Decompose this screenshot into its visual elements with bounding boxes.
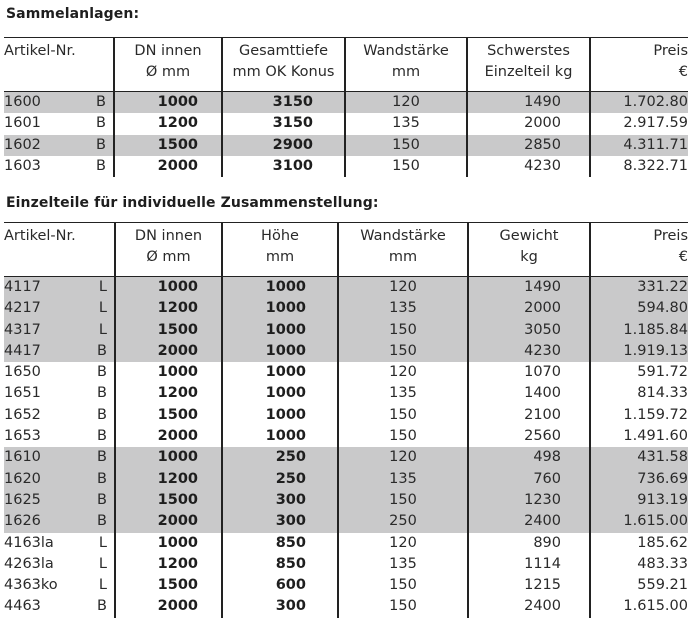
header-wand [338, 223, 468, 276]
column-divider [221, 222, 223, 618]
header-wand [345, 38, 467, 91]
column-divider [114, 222, 116, 618]
cell-preis: 594.80 [637, 300, 688, 317]
cell-wand: 150 [389, 406, 417, 423]
header-c3-unit: mm [265, 249, 295, 265]
cell-c3: 1000 [265, 321, 306, 338]
cell-type: L [98, 321, 107, 338]
table-row [4, 341, 688, 362]
cell-wand: 135 [389, 300, 417, 317]
header-dn-label: DN innen [134, 228, 203, 244]
cell-c3: 1000 [265, 364, 306, 381]
cell-c5: 4230 [524, 342, 561, 359]
table-row [4, 92, 688, 113]
cell-c5: 890 [533, 534, 561, 551]
cell-preis: 2.917.59 [623, 115, 688, 132]
cell-preis: 814.33 [637, 385, 688, 402]
cell-artikel: 4463 [4, 598, 41, 615]
table-row [4, 135, 688, 156]
cell-wand: 120 [389, 364, 417, 381]
cell-c5: 498 [533, 449, 561, 466]
header-c5-unit: kg [520, 249, 538, 265]
header-wand-label: Wandstärke [363, 43, 449, 59]
cell-preis: 591.72 [637, 364, 688, 381]
cell-c3: 3150 [272, 115, 313, 132]
cell-type: L [98, 279, 107, 295]
cell-artikel: 1602 [4, 136, 41, 153]
cell-type: L [98, 300, 107, 317]
cell-artikel: 4263la [4, 555, 54, 572]
cell-type: B [96, 115, 106, 132]
column-divider [589, 37, 591, 177]
cell-artikel: 4217 [4, 300, 41, 317]
cell-dn: 1000 [157, 449, 198, 466]
cell-c5: 1400 [524, 385, 561, 402]
cell-wand: 120 [389, 534, 417, 551]
cell-wand: 135 [389, 555, 417, 572]
cell-preis: 1.702.80 [623, 94, 688, 110]
cell-c5: 760 [533, 470, 561, 487]
header-dn-label: DN innen [134, 43, 202, 59]
cell-wand: 150 [392, 136, 420, 153]
cell-wand: 120 [389, 449, 417, 466]
cell-dn: 2000 [157, 513, 198, 530]
cell-type: B [96, 157, 106, 174]
cell-c5: 1215 [524, 577, 561, 594]
cell-type: B [97, 513, 107, 530]
cell-c3: 3150 [272, 94, 313, 110]
cell-preis: 913.19 [637, 491, 688, 508]
cell-type: B [97, 598, 107, 615]
cell-wand: 135 [389, 470, 417, 487]
cell-dn: 1000 [157, 94, 198, 110]
cell-dn: 1500 [157, 491, 198, 508]
cell-artikel: 1652 [4, 406, 41, 423]
cell-wand: 150 [392, 157, 420, 174]
cell-c3: 600 [275, 577, 306, 594]
cell-preis: 8.322.71 [623, 157, 688, 174]
header-c5 [467, 38, 590, 91]
cell-wand: 150 [389, 577, 417, 594]
cell-c3: 250 [275, 449, 306, 466]
cell-c5: 1230 [524, 491, 561, 508]
cell-dn: 1200 [157, 300, 198, 317]
header-preis-unit: € [678, 64, 688, 80]
header-dn-unit: Ø mm [145, 64, 191, 80]
cell-dn: 1000 [157, 279, 198, 295]
cell-artikel: 4363ko [4, 577, 58, 594]
cell-dn: 1200 [157, 555, 198, 572]
cell-artikel: 4163la [4, 534, 54, 551]
column-divider [113, 37, 115, 177]
table-header [4, 37, 688, 92]
cell-c5: 2000 [524, 115, 561, 132]
header-c3-label: Höhe [261, 228, 299, 244]
cell-dn: 1200 [157, 115, 198, 132]
header-c5-label: Schwerstes [487, 43, 570, 59]
header-wand-label: Wandstärke [360, 228, 446, 244]
cell-wand: 150 [389, 428, 417, 445]
cell-type: B [97, 470, 107, 487]
cell-c5: 2100 [524, 406, 561, 423]
cell-type: B [97, 428, 107, 445]
table-row [4, 113, 688, 134]
cell-artikel: 1601 [4, 115, 41, 132]
cell-c3: 1000 [265, 342, 306, 359]
header-artikel-label: Artikel-Nr. [4, 228, 76, 244]
cell-preis: 185.62 [637, 534, 688, 551]
cell-dn: 1500 [157, 577, 198, 594]
cell-artikel: 1620 [4, 470, 41, 487]
cell-c5: 1114 [524, 555, 561, 572]
cell-dn: 1500 [157, 136, 198, 153]
table-einzelteile [4, 222, 688, 618]
header-preis [590, 38, 688, 91]
column-divider [337, 222, 339, 618]
cell-dn: 1000 [157, 364, 198, 381]
cell-wand: 250 [389, 513, 417, 530]
column-divider [589, 222, 591, 618]
cell-wand: 120 [389, 279, 417, 295]
cell-c5: 2560 [524, 428, 561, 445]
header-c3-unit: mm OK Konus [232, 64, 335, 80]
cell-artikel: 4317 [4, 321, 41, 338]
cell-preis: 736.69 [637, 470, 688, 487]
cell-type: L [98, 555, 107, 572]
cell-dn: 1200 [157, 385, 198, 402]
cell-dn: 1000 [157, 534, 198, 551]
table-body [4, 277, 688, 618]
cell-preis: 331.22 [637, 279, 688, 295]
cell-c3: 1000 [265, 406, 306, 423]
header-dn-unit: Ø mm [146, 249, 191, 265]
cell-c3: 850 [275, 555, 306, 572]
table-row [4, 447, 688, 468]
cell-artikel: 1600 [4, 94, 41, 110]
section-title-einzelteile: Einzelteile für individuelle Zusammenstellung: [6, 195, 379, 211]
cell-artikel: 1651 [4, 385, 41, 402]
table-row [4, 511, 688, 532]
cell-c3: 300 [275, 491, 306, 508]
cell-preis: 4.311.71 [623, 136, 688, 153]
cell-type: B [96, 94, 106, 110]
cell-type: L [98, 534, 107, 551]
cell-c5: 1490 [524, 279, 561, 295]
cell-type: B [96, 136, 106, 153]
column-divider [221, 37, 223, 177]
table-row [4, 533, 688, 554]
cell-c3: 1000 [265, 279, 306, 295]
cell-type: B [97, 385, 107, 402]
table-row [4, 469, 688, 490]
cell-c5: 2400 [524, 598, 561, 615]
table-row [4, 405, 688, 426]
table-row [4, 426, 688, 447]
table-row [4, 554, 688, 575]
cell-wand: 120 [392, 94, 420, 110]
header-c3 [222, 223, 338, 276]
header-c5 [468, 223, 590, 276]
cell-artikel: 1650 [4, 364, 41, 381]
cell-c3: 1000 [265, 428, 306, 445]
cell-preis: 1.185.84 [623, 321, 688, 338]
cell-artikel: 4117 [4, 279, 41, 295]
cell-c5: 2000 [524, 300, 561, 317]
header-artikel-label: Artikel-Nr. [4, 43, 76, 59]
cell-c3: 2900 [272, 136, 313, 153]
header-wand-unit: mm [391, 64, 421, 80]
table-row [4, 490, 688, 511]
header-c3-label: Gesamttiefe [238, 43, 329, 59]
cell-c5: 2850 [524, 136, 561, 153]
cell-artikel: 1626 [4, 513, 41, 530]
cell-wand: 150 [389, 321, 417, 338]
cell-type: L [98, 577, 107, 594]
header-artikel [4, 223, 115, 276]
table-header [4, 222, 688, 277]
cell-type: B [97, 406, 107, 423]
cell-c5: 1070 [524, 364, 561, 381]
cell-c3: 250 [275, 470, 306, 487]
cell-c3: 300 [275, 513, 306, 530]
cell-c5: 4230 [524, 157, 561, 174]
cell-c3: 1000 [265, 300, 306, 317]
header-dn [115, 223, 222, 276]
cell-artikel: 1610 [4, 449, 41, 466]
table-row [4, 277, 688, 298]
cell-type: B [97, 449, 107, 466]
cell-artikel: 1603 [4, 157, 41, 174]
cell-wand: 135 [392, 115, 420, 132]
section-title-sammelanlagen: Sammelanlagen: [6, 6, 140, 22]
header-preis-label: Preis [653, 228, 688, 244]
header-preis-unit: € [678, 249, 688, 265]
header-preis-label: Preis [653, 43, 688, 59]
cell-preis: 431.58 [637, 449, 688, 466]
header-c3 [222, 38, 345, 91]
cell-artikel: 1653 [4, 428, 41, 445]
cell-wand: 150 [389, 598, 417, 615]
cell-dn: 2000 [157, 342, 198, 359]
cell-c5: 3050 [524, 321, 561, 338]
header-c5-unit: Einzelteil kg [484, 64, 573, 80]
cell-dn: 2000 [157, 598, 198, 615]
header-dn [114, 38, 222, 91]
table-row [4, 596, 688, 617]
cell-preis: 1.159.72 [623, 406, 688, 423]
table-body [4, 92, 688, 177]
cell-type: B [97, 491, 107, 508]
cell-artikel: 1625 [4, 491, 41, 508]
table-row [4, 575, 688, 596]
cell-c3: 1000 [265, 385, 306, 402]
table-sammelanlagen [4, 37, 688, 177]
header-wand-unit: mm [388, 249, 418, 265]
cell-preis: 1.615.00 [623, 598, 688, 615]
cell-preis: 1.919.13 [623, 342, 688, 359]
cell-dn: 2000 [157, 428, 198, 445]
table-row [4, 156, 688, 177]
cell-dn: 2000 [157, 157, 198, 174]
column-divider [467, 222, 469, 618]
cell-c5: 2400 [524, 513, 561, 530]
cell-c3: 850 [275, 534, 306, 551]
cell-wand: 135 [389, 385, 417, 402]
header-preis [590, 223, 688, 276]
header-c5-label: Gewicht [499, 228, 559, 244]
cell-dn: 1200 [157, 470, 198, 487]
cell-c5: 1490 [524, 94, 561, 110]
table-row [4, 298, 688, 319]
cell-preis: 1.615.00 [623, 513, 688, 530]
cell-preis: 559.21 [637, 577, 688, 594]
table-row [4, 383, 688, 404]
cell-artikel: 4417 [4, 342, 41, 359]
header-artikel [4, 38, 114, 91]
cell-wand: 150 [389, 491, 417, 508]
cell-c3: 3100 [272, 157, 313, 174]
table-row [4, 362, 688, 383]
cell-wand: 150 [389, 342, 417, 359]
column-divider [466, 37, 468, 177]
cell-type: B [97, 342, 107, 359]
cell-dn: 1500 [157, 321, 198, 338]
cell-type: B [97, 364, 107, 381]
cell-preis: 483.33 [637, 555, 688, 572]
cell-preis: 1.491.60 [623, 428, 688, 445]
table-row [4, 320, 688, 341]
cell-c3: 300 [275, 598, 306, 615]
column-divider [344, 37, 346, 177]
cell-dn: 1500 [157, 406, 198, 423]
